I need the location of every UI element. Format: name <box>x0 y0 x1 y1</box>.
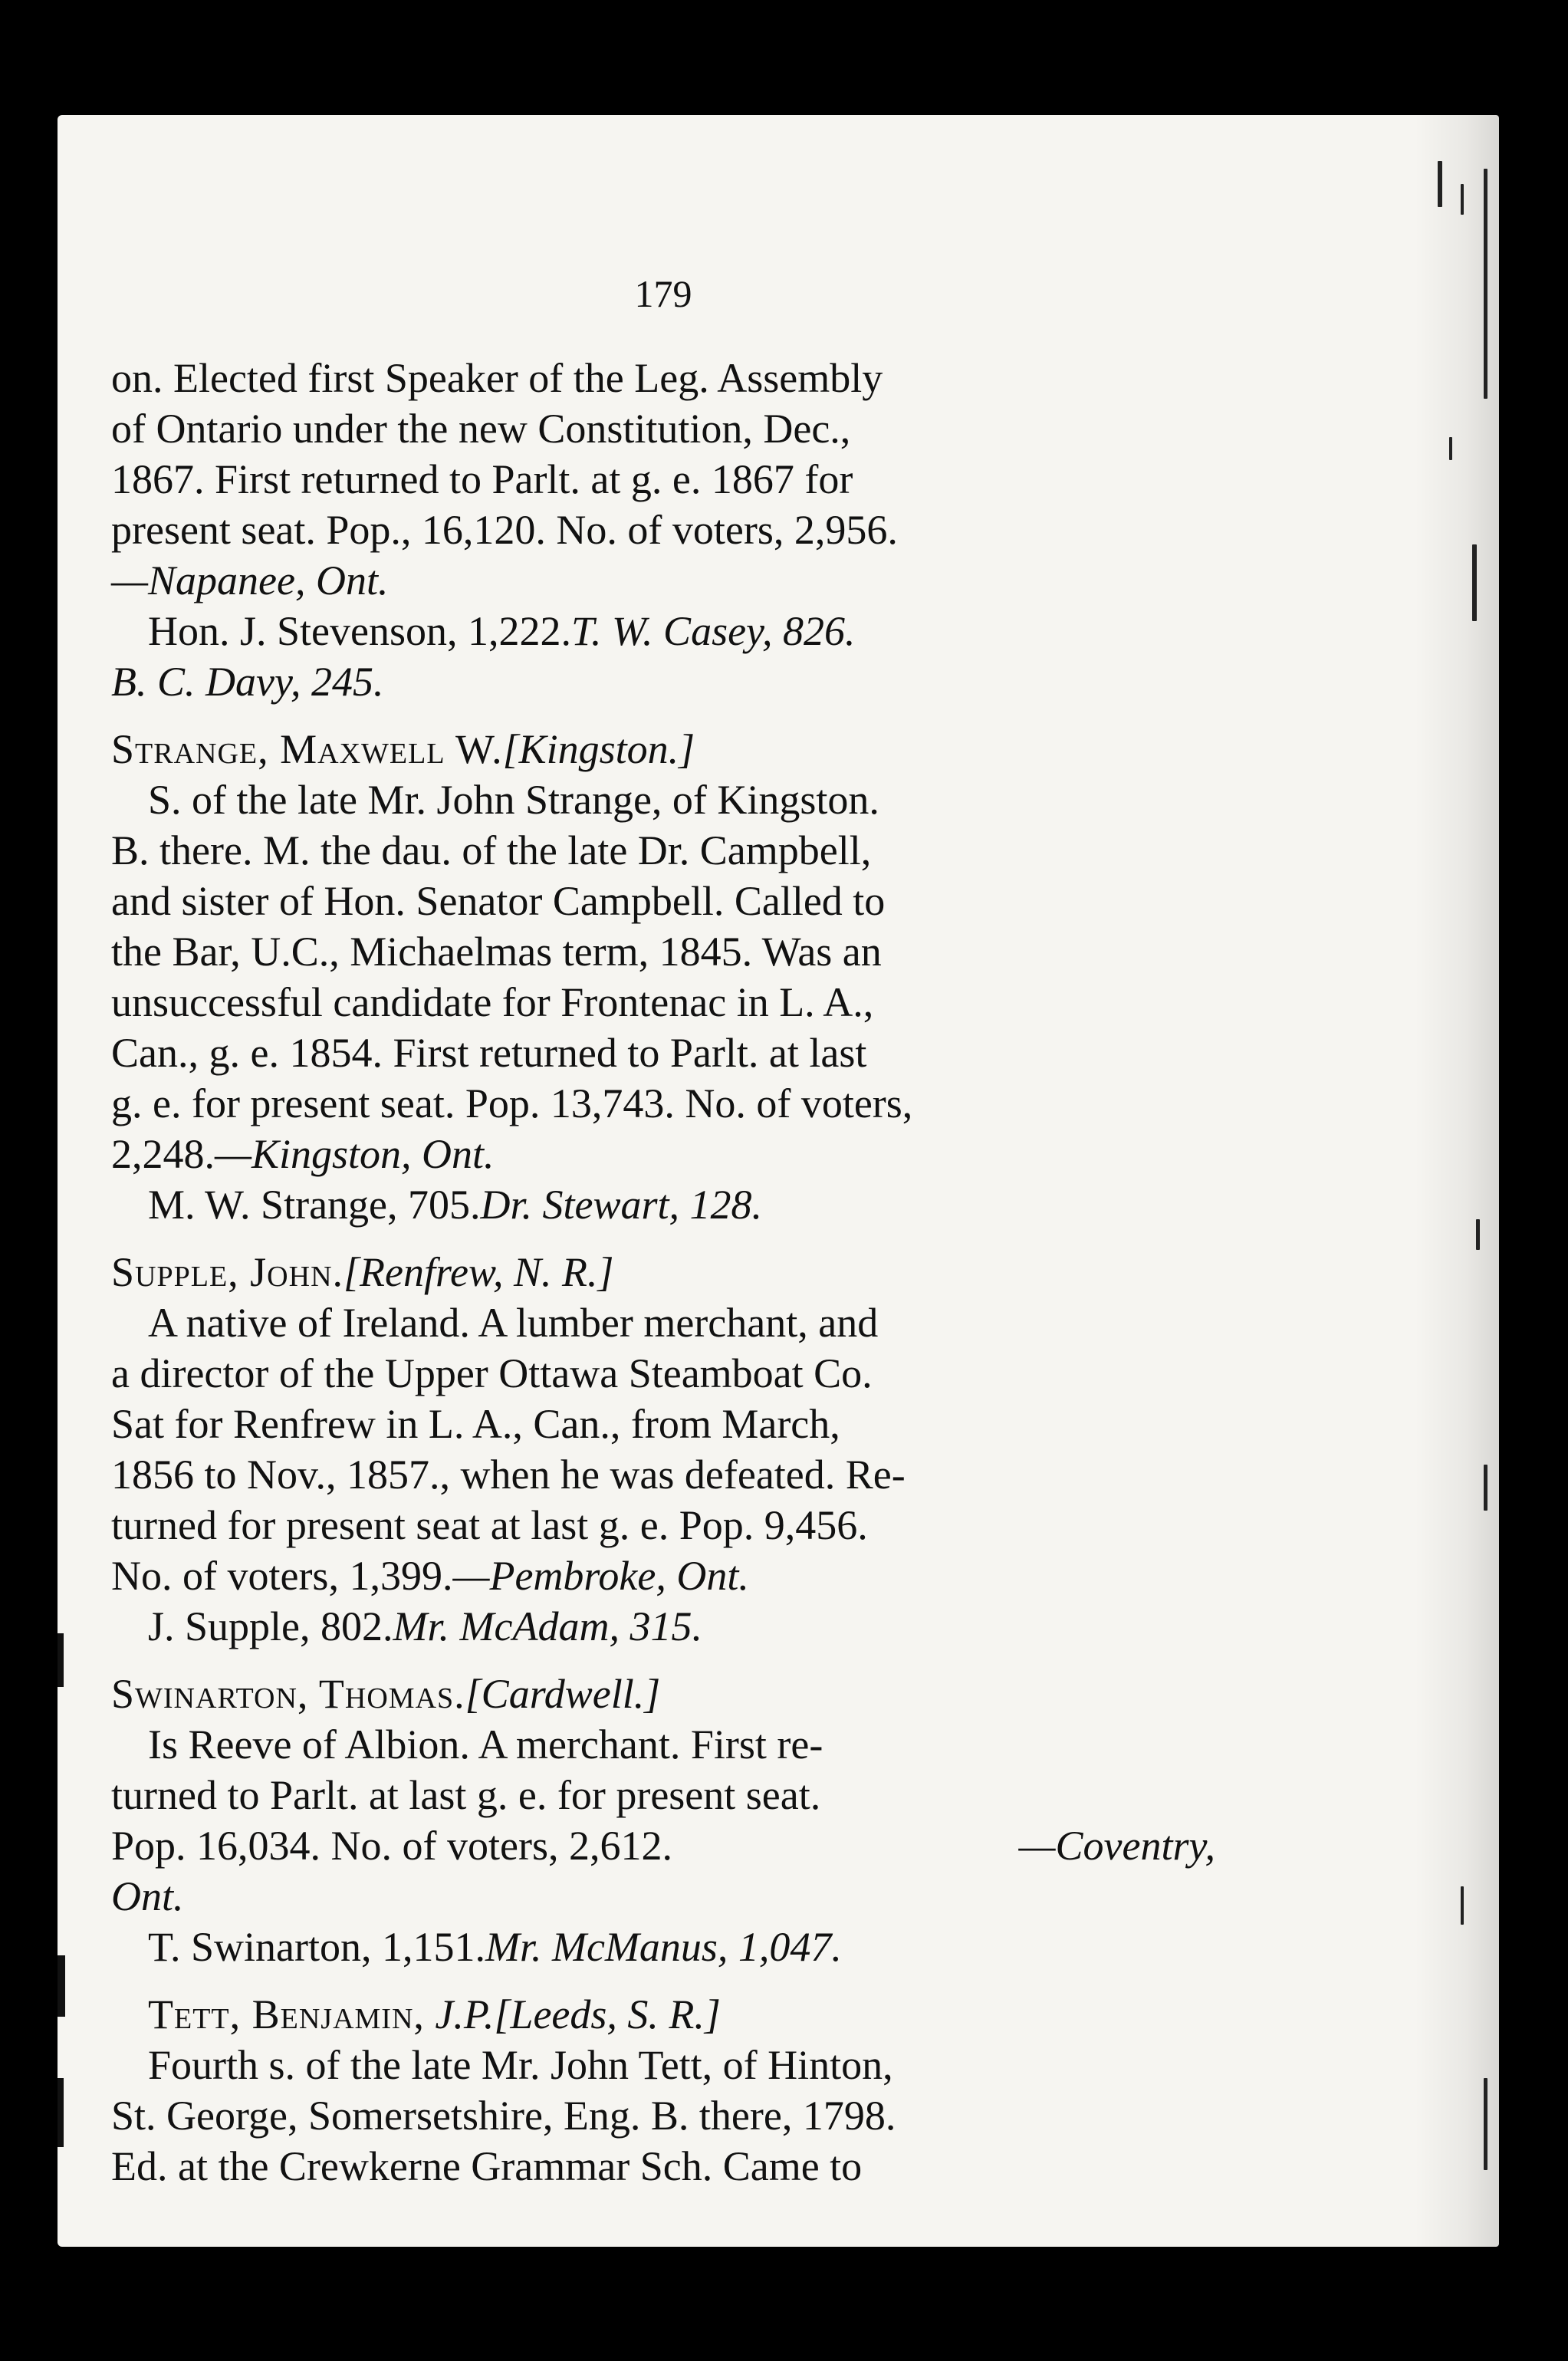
entry-heading <box>111 724 1215 774</box>
member-title: J.P. <box>435 1991 495 2037</box>
result-winner: Hon. J. Stevenson, 1,222. <box>148 608 571 654</box>
result-loser: Mr. McManus, 1,047. <box>485 1924 842 1970</box>
member-name-group <box>148 1989 494 2040</box>
margin-speck <box>1484 2078 1487 2170</box>
text-line: B. there. M. the dau. of the late Dr. Campbell, <box>111 827 872 873</box>
election-result <box>111 606 1215 656</box>
election-result <box>111 1922 1215 1972</box>
text-line: S. of the late Mr. John Strange, of Kingston. <box>148 777 879 823</box>
binding-mark <box>58 2078 64 2147</box>
election-result <box>111 1179 1215 1230</box>
binding-mark <box>58 1955 65 2017</box>
page-number: 179 <box>634 272 692 315</box>
text-line: g. e. for present seat. Pop. 13,743. No. of voters, <box>111 1080 913 1126</box>
entry-heading <box>111 1989 1215 2040</box>
text-line: 1856 to Nov., 1857., when he was defeated. Re- <box>111 1452 906 1498</box>
voters-count: 2,248. <box>111 1131 215 1177</box>
result-loser: Mr. McAdam, 315. <box>393 1603 702 1649</box>
text-line: Is Reeve of Albion. A merchant. First re- <box>148 1721 823 1767</box>
page-edge-shadow <box>1415 115 1499 2247</box>
margin-speck <box>1438 161 1442 207</box>
text-line: Ed. at the Crewkerne Grammar Sch. Came to <box>111 2143 863 2189</box>
margin-speck <box>1461 1886 1464 1925</box>
riding: [Renfrew, N. R.] <box>344 1249 614 1295</box>
address-line <box>111 555 1215 606</box>
margin-speck <box>1449 437 1452 460</box>
result-loser: B. C. Davy, 245. <box>111 659 384 705</box>
margin-speck <box>1472 544 1477 621</box>
result-winner: J. Supple, 802. <box>148 1603 393 1649</box>
address: —Coventry, <box>1018 1823 1215 1869</box>
margin-speck <box>1461 184 1464 215</box>
text-line: of Ontario under the new Constitution, Dec., <box>111 406 851 452</box>
election-result-cont <box>111 656 1215 707</box>
address: —Kingston, Ont. <box>215 1131 495 1177</box>
text-line: present seat. Pop., 16,120. No. of voters, 2,956. <box>111 507 898 553</box>
text-line: A native of Ireland. A lumber merchant, and <box>148 1300 879 1346</box>
text-line: a director of the Upper Ottawa Steamboat Co. <box>111 1350 873 1396</box>
address: —Pembroke, Ont. <box>452 1553 749 1599</box>
voters-count: Pop. 16,034. No. of voters, 2,612. <box>111 1823 672 1869</box>
page-text <box>111 268 1215 2192</box>
margin-speck <box>1476 1219 1480 1250</box>
riding: [Kingston.] <box>502 726 695 772</box>
text-line <box>111 1871 1215 1922</box>
member-name: Tett, Benjamin, <box>148 1991 425 2037</box>
riding: [Cardwell.] <box>465 1671 661 1717</box>
text-line: turned for present seat at last g. e. Pop. 9,456. <box>111 1502 868 1548</box>
text-line: unsuccessful candidate for Frontenac in L. A., <box>111 979 874 1025</box>
text-line <box>111 1550 1215 1601</box>
address: —Napanee, Ont. <box>111 557 389 603</box>
text-line: turned to Parlt. at last g. e. for present seat. <box>111 1772 821 1818</box>
election-result <box>111 1601 1215 1652</box>
voters-count: No. of voters, 1,399. <box>111 1553 453 1599</box>
margin-speck <box>1484 169 1487 399</box>
text-line: St. George, Somersetshire, Eng. B. there, 1798. <box>111 2093 896 2139</box>
text-line: Sat for Renfrew in L. A., Can., from March, <box>111 1401 840 1447</box>
address-end: Ont. <box>111 1873 184 1919</box>
member-name: Swinarton, Thomas. <box>111 1671 465 1717</box>
result-winner: M. W. Strange, 705. <box>148 1182 481 1228</box>
text-line <box>111 1129 1215 1179</box>
member-name: Supple, John. <box>111 1249 344 1295</box>
member-name: Strange, Maxwell W. <box>111 726 503 772</box>
riding: [Leeds, S. R.] <box>494 1991 721 2037</box>
text-line: Fourth s. of the late Mr. John Tett, of Hinton, <box>148 2042 893 2088</box>
text-line: the Bar, U.C., Michaelmas term, 1845. Was an <box>111 929 882 975</box>
text-line: Can., g. e. 1854. First returned to Parlt. at last <box>111 1030 867 1076</box>
text-line <box>111 1820 1215 1871</box>
text-line: on. Elected first Speaker of the Leg. Assembly <box>111 355 883 401</box>
result-loser: T. W. Casey, 826. <box>571 608 856 654</box>
text-line: and sister of Hon. Senator Campbell. Called to <box>111 878 886 924</box>
result-loser: Dr. Stewart, 128. <box>480 1182 763 1228</box>
result-winner: T. Swinarton, 1,151. <box>148 1924 485 1970</box>
text-line: 1867. First returned to Parlt. at g. e. 1867 for <box>111 456 853 502</box>
entry-heading <box>111 1669 1215 1719</box>
margin-speck <box>1484 1465 1487 1511</box>
entry-heading <box>111 1247 1215 1297</box>
book-page <box>58 115 1499 2247</box>
binding-mark <box>58 1633 64 1687</box>
